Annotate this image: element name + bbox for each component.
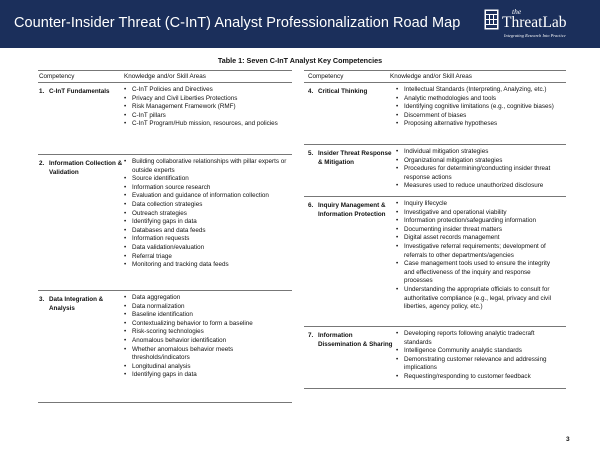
- skill-item: • Contextualizing behavior to form a baseline: [124, 320, 292, 329]
- skill-list: [124, 291, 292, 402]
- threatlab-logo: [484, 7, 596, 43]
- skill-item: • Identifying gaps in data: [124, 218, 292, 227]
- skill-item: • Documenting insider threat matters: [396, 226, 560, 235]
- competency-label: C-InT Fundamentals: [49, 88, 110, 95]
- building-icon: [484, 9, 499, 30]
- competency-row: [304, 327, 566, 389]
- competency-label: Insider Threat Response & Mitigation: [318, 150, 392, 166]
- skill-list: [396, 83, 560, 144]
- skill-list: [396, 145, 560, 196]
- skill-item: • Analytic methodologies and tools: [396, 95, 560, 104]
- competency-row: [304, 145, 566, 197]
- page-title: Counter-Insider Threat (C-InT) Analyst Professionalization Road Map: [14, 15, 461, 31]
- competency-name: [304, 83, 396, 144]
- skill-item: • Individual mitigation strategies: [396, 148, 560, 157]
- skill-item: • Procedures for determining/conducting insider threat response actions: [396, 165, 560, 182]
- skill-item: • Proposing alternative hypotheses: [396, 120, 560, 129]
- skill-item: • Evaluation and guidance of information collection: [124, 192, 292, 201]
- skill-item: • Data collection strategies: [124, 201, 292, 210]
- competency-number: 1.: [39, 88, 45, 95]
- skill-item: • Databases and data feeds: [124, 227, 292, 236]
- competency-label: Inquiry Management & Information Protection: [318, 202, 386, 218]
- skill-item: • Digital asset records management: [396, 234, 560, 243]
- skill-item: • Inquiry lifecycle: [396, 200, 560, 209]
- skill-item: • Demonstrating customer relevance and addressing implications: [396, 356, 560, 373]
- skill-list: [124, 83, 292, 154]
- table-left-column: [38, 70, 292, 403]
- skill-item: • Data normalization: [124, 303, 292, 312]
- skill-item: • Investigative and operational viability: [396, 209, 560, 218]
- competency-row: [304, 83, 566, 145]
- table-header: [304, 70, 566, 83]
- competency-row: [38, 155, 292, 291]
- competency-number: 4.: [308, 88, 314, 95]
- competency-row: [38, 291, 292, 403]
- skill-item: • Discernment of biases: [396, 112, 560, 121]
- skill-list: [124, 155, 292, 290]
- competency-name: [38, 291, 124, 402]
- competency-row: [38, 83, 292, 155]
- competency-label: Data Integration & Analysis: [49, 296, 104, 312]
- skill-item: • Intelligence Community analytic standards: [396, 347, 560, 356]
- competency-label: Critical Thinking: [318, 88, 368, 95]
- table-header: [38, 70, 292, 83]
- competency-number: 6.: [308, 202, 314, 209]
- skill-item: • Risk Management Framework (RMF): [124, 103, 292, 112]
- competency-number: 3.: [39, 296, 45, 303]
- skill-item: • Monitoring and tracking data feeds: [124, 261, 292, 270]
- competency-number: 7.: [308, 332, 314, 339]
- skill-item: • Investigative referral requirements; development of referrals to other departments/agencies: [396, 243, 560, 260]
- table-right-column: [304, 70, 566, 389]
- right-rows: [304, 83, 566, 389]
- header-competency: Competency: [308, 73, 344, 80]
- skill-item: • Understanding the appropriate officials to consult for authoritative compliance (e.g., legal, privacy and civil liberties, agency policy, etc.): [396, 286, 560, 312]
- competency-label: Information Dissemination & Sharing: [318, 332, 393, 348]
- skill-item: • Baseline identification: [124, 311, 292, 320]
- competency-name: [304, 145, 396, 196]
- logo-tagline: Integrating Research Into Practice: [504, 33, 566, 38]
- skill-item: • Risk-scoring technologies: [124, 328, 292, 337]
- competency-row: [304, 197, 566, 327]
- left-rows: [38, 83, 292, 403]
- competency-label: Information Collection & Validation: [49, 160, 123, 176]
- skill-item: • Outreach strategies: [124, 210, 292, 219]
- skill-item: • Longitudinal analysis: [124, 363, 292, 372]
- competency-name: [38, 155, 124, 290]
- skill-item: • C-InT pillars: [124, 112, 292, 121]
- header-knowledge: Knowledge and/or Skill Areas: [390, 73, 472, 80]
- skill-list: [396, 327, 560, 388]
- table-caption: Table 1: Seven C-InT Analyst Key Competencies: [217, 56, 383, 65]
- skill-item: • Building collaborative relationships with pillar experts or outside experts: [124, 158, 292, 175]
- competency-number: 5.: [308, 150, 314, 157]
- competency-name: [304, 327, 396, 388]
- skill-item: • Information protection/safeguarding information: [396, 217, 560, 226]
- skill-item: • Data aggregation: [124, 294, 292, 303]
- competency-number: 2.: [39, 160, 45, 167]
- skill-item: • Case management tools used to ensure the integrity and effectiveness of the inquiry and response processes: [396, 260, 560, 286]
- skill-item: • Referral triage: [124, 253, 292, 262]
- skill-item: • Privacy and Civil Liberties Protections: [124, 95, 292, 104]
- skill-item: • Developing reports following analytic tradecraft standards: [396, 330, 560, 347]
- skill-item: • Data validation/evaluation: [124, 244, 292, 253]
- header-knowledge: Knowledge and/or Skill Areas: [124, 73, 206, 80]
- skill-item: • Organizational mitigation strategies: [396, 157, 560, 166]
- skill-item: • Measures used to reduce unauthorized disclosure: [396, 182, 560, 191]
- page-number: 3: [566, 436, 570, 443]
- skill-item: • Whether anomalous behavior meets thresholds/indicators: [124, 346, 292, 363]
- competency-name: [304, 197, 396, 326]
- skill-item: • Source identification: [124, 175, 292, 184]
- header-competency: Competency: [39, 73, 75, 80]
- skill-item: • Requesting/responding to customer feedback: [396, 373, 560, 382]
- page-header: [0, 0, 600, 48]
- skill-item: • Information source research: [124, 184, 292, 193]
- skill-item: • C-InT Policies and Directives: [124, 86, 292, 95]
- skill-item: • Identifying cognitive limitations (e.g., cognitive biases): [396, 103, 560, 112]
- skill-item: • Information requests: [124, 235, 292, 244]
- skill-list: [396, 197, 560, 326]
- logo-name: ThreatLab: [502, 14, 567, 31]
- logo-the: the: [512, 7, 522, 16]
- competency-name: [38, 83, 124, 154]
- skill-item: • Identifying gaps in data: [124, 371, 292, 380]
- skill-item: • C-InT Program/Hub mission, resources, and policies: [124, 120, 292, 129]
- skill-item: • Intellectual Standards (Interpreting, Analyzing, etc.): [396, 86, 560, 95]
- skill-item: • Anomalous behavior identification: [124, 337, 292, 346]
